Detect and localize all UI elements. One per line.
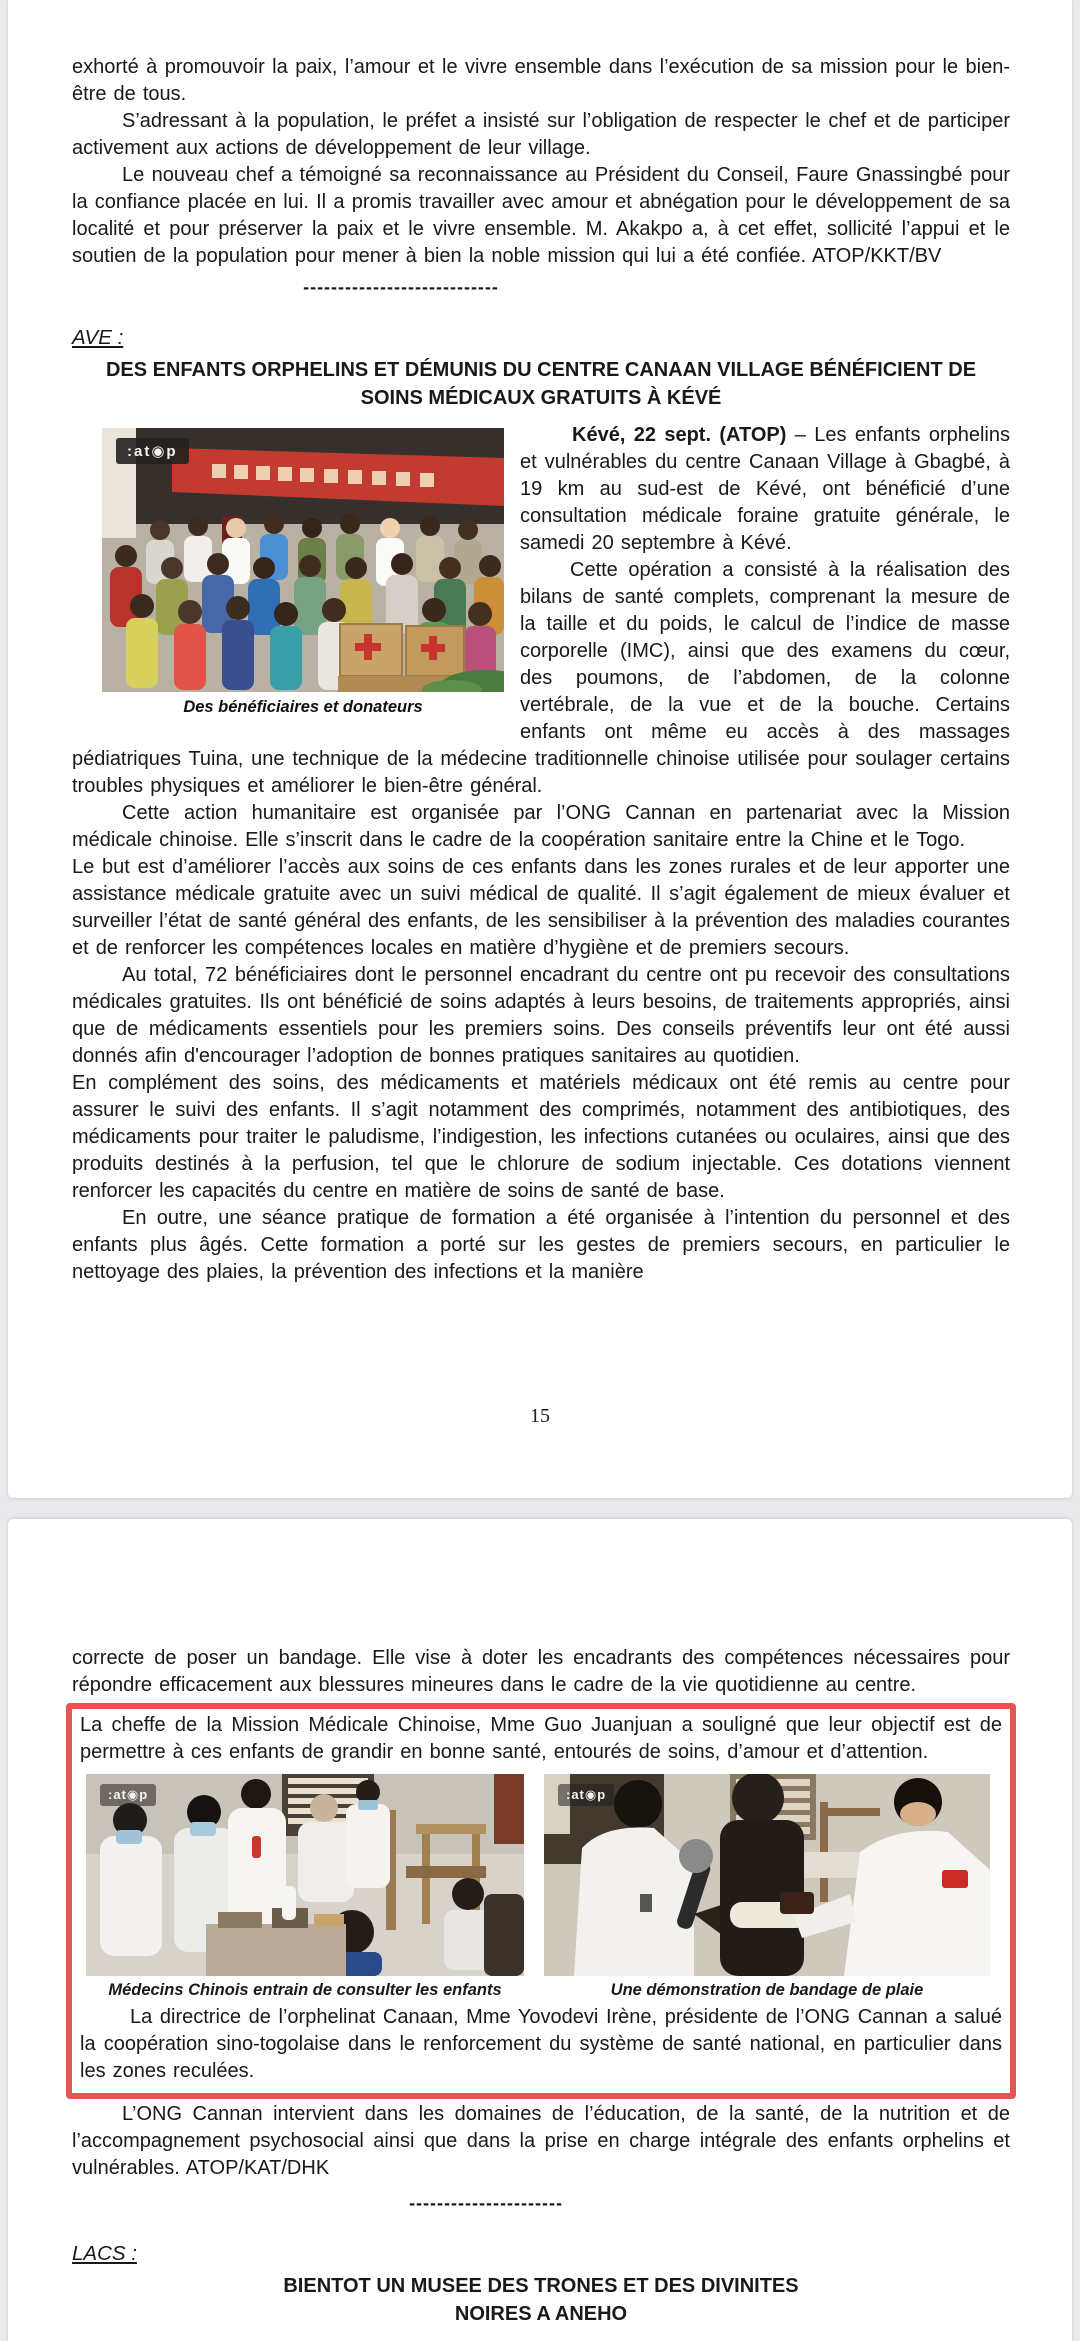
paragraph: En outre, une séance pratique de formation a été organisée à l’intention du personnel et des enfants plus âgés. Cette formation a porté sur les gestes de premiers secours, en particulier le nettoyage des plaies, la prévention des infections et la manière <box>72 1207 1010 1283</box>
photo-caption: Une démonstration de bandage de plaie <box>610 1981 924 1999</box>
paragraph: Cette action humanitaire est organisée par l’ONG Cannan en partenariat avec la Mission médicale chinoise. Elle s’inscrit dans le cadre de la coopération sanitaire entre la Chine et le Togo. <box>72 802 1010 851</box>
paragraph: Au total, 72 bénéficiaires dont le personnel encadrant du centre ont pu recevoir des consultations médicales gratuites. Ils ont bénéficié de soins adaptés à leurs besoins, de traitements appropriés, ainsi que de médicaments essentiels pour les premiers soins. Des conseils préventifs leur ont été aussi donnés afin d'encourager l’adoption de bonnes pratiques sanitaires au quotidien. <box>72 964 1010 1067</box>
next-article-title <box>102 2273 980 2328</box>
page-16-content <box>8 1519 1072 2328</box>
atop-watermark: :at◉p <box>100 1784 156 1806</box>
photo-block-beneficiaries <box>102 428 504 719</box>
section-label-lacs: LACS : <box>72 2242 137 2265</box>
paragraph: S’adressant à la population, le préfet a insisté sur l’obligation de respecter le chef et de participer activement aux actions de développement de leur village. <box>72 110 1010 159</box>
section-label-ave: AVE : <box>72 326 124 349</box>
bandage-demo-photo <box>544 1774 990 1976</box>
group-photo-illustration <box>102 428 504 692</box>
article-separator: ---------------------- <box>409 2193 563 2213</box>
paragraph: exhorté à promouvoir la paix, l’amour et le vivre ensemble dans l’exécution de sa mission pour le bien-être de tous. <box>72 56 1010 105</box>
paragraph: En complément des soins, des médicaments et matériels médicaux ont été remis au centre pour assurer le suivi des enfants. Il s’agit notamment des comprimés, notamment des antibiotiques, des médicaments pour traiter le paludisme, l’indigestion, les infections cutanées ou oculaires, ainsi que des produits destinés à la perfusion, tel que le chlorure de sodium injectable. Ces dotations viennent renforcer les capacités du centre en matière de soins de santé de base. <box>72 1072 1010 1202</box>
lead-text: – Les enfants orphelins et vulnérables du centre Canaan Village à Gbagbé, à 19 km au sud-est de Kévé, ont bénéficié d’une consultation médicale foraine gratuite générale, le samedi 20 septembre à Kévé. <box>520 424 1010 554</box>
consultation-photo <box>86 1774 524 1976</box>
photo-caption: Médecins Chinois entrain de consulter les enfants <box>108 1981 502 1999</box>
article-separator: ---------------------------- <box>303 277 499 297</box>
page-15-content <box>8 0 1072 1286</box>
paragraph: correcte de poser un bandage. Elle vise à doter les encadrants des compétences nécessaires pour répondre efficacement aux blessures mineures dans le cadre de la vie quotidienne au centre. <box>72 1647 1010 1696</box>
red-annotation-box <box>66 1703 1016 2099</box>
article-title: DES ENFANTS ORPHELINS ET DÉMUNIS DU CENTRE CANAAN VILLAGE BÉNÉFICIENT DE SOINS MÉDICAUX GRATUITS À KÉVÉ <box>105 359 977 409</box>
group-photo <box>102 428 504 692</box>
page-number: 15 <box>530 1405 550 1427</box>
photo-caption: Des bénéficiaires et donateurs <box>183 698 423 716</box>
paragraph: Le nouveau chef a témoigné sa reconnaissance au Président du Conseil, Faure Gnassingbé pour la confiance placée en lui. Il a promis travailler avec amour et abnégation pour le développement de sa localité et pour préserver la paix et le vivre ensemble. M. Akakpo a, à cet effet, sollicité l’appui et le soutien de la population pour mener à bien la noble mission qui lui a été confiée. ATOP/KKT/BV <box>72 164 1010 267</box>
next-article-title-line2: NOIRES A ANEHO <box>454 2302 628 2325</box>
paragraph: Cette opération a consisté à la réalisation des bilans de santé complets, comprenant la mesure de la taille et du poids, le calcul de l’indice de masse corporelle (IMC), ainsi que des examens du cœur, des poumons, de l’abdomen, de la colonne vertébrale, de la vue et de la bouche. Certains enfants ont même eu accès à des massages pédiatriques Tuina, une technique de la médecine traditionnelle chinoise utilisée pour soulager certains troubles physiques et améliorer le bien-être général. <box>72 559 1010 797</box>
caption-row <box>86 1978 1002 2002</box>
dateline: Kévé, 22 sept. (ATOP) <box>572 424 787 446</box>
paragraph: La directrice de l’orphelinat Canaan, Mme Yovodevi Irène, présidente de l’ONG Cannan a salué la coopération sino-togolaise dans le renforcement du système de santé national, en particulier dans les zones reculées. <box>80 2006 1002 2082</box>
document-page-15 <box>8 0 1072 1498</box>
paragraph: La cheffe de la Mission Médicale Chinoise, Mme Guo Juanjuan a souligné que leur objectif est de permettre à ces enfants de grandir en bonne santé, entourés de soins, d’amour et d’attention. <box>80 1714 1002 1763</box>
next-article-title-line1: BIENTOT UN MUSEE DES TRONES ET DES DIVINITES <box>283 2275 799 2297</box>
document-page-16 <box>8 1519 1072 2341</box>
atop-watermark: :at◉p <box>558 1784 614 1806</box>
paragraph: L’ONG Cannan intervient dans les domaines de l’éducation, de la santé, de la nutrition et de l’accompagnement psychosocial ainsi que dans la prise en charge intégrale des enfants orphelins et vulnérables. ATOP/KAT/DHK <box>72 2103 1010 2179</box>
paragraph: Le but est d’améliorer l’accès aux soins de ces enfants dans les zones rurales et de leur apporter une assistance médicale gratuite avec un suivi médical de qualité. Il s’agit également de mieux évaluer et surveiller l’état de santé général des enfants, de les sensibiliser à la prévention des maladies courantes et de renforcer les compétences locales en matière d’hygiène et de premiers secours. <box>72 856 1010 959</box>
photo-row <box>86 1774 1002 1976</box>
atop-watermark: :at◉p <box>116 438 189 464</box>
